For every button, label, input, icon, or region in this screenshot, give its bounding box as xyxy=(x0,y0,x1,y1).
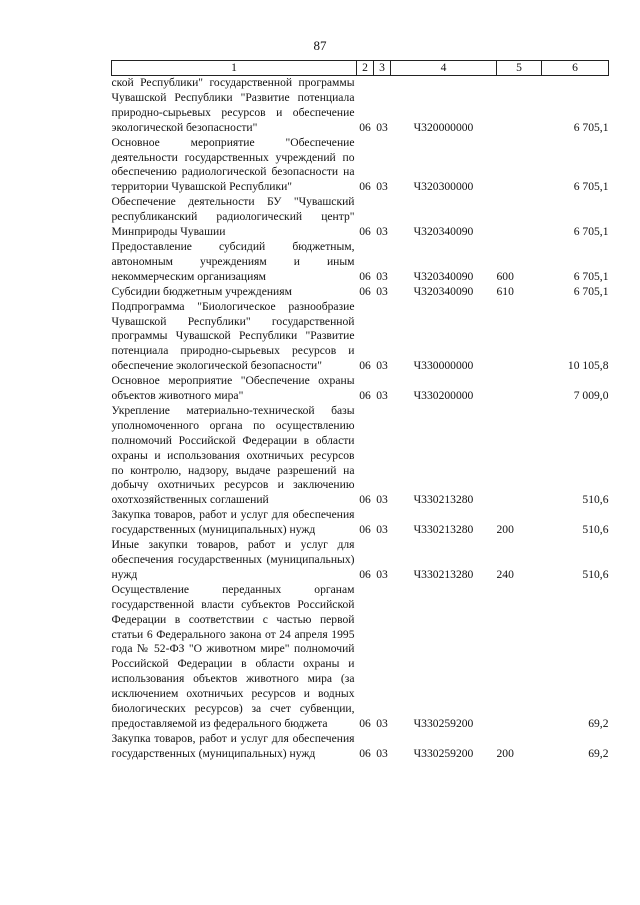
section-code-cell: 06 xyxy=(359,359,371,373)
column-header: 1 xyxy=(112,61,357,76)
amount-cell: 6 705,1 xyxy=(573,120,609,134)
row-name-cell: Основное мероприятие "Обеспечение охраны объектов животного мира" xyxy=(111,374,355,403)
target-article-cell: Ч320300000 xyxy=(413,180,474,194)
section-code-cell: 06 xyxy=(359,746,371,760)
target-article-cell: Ч320000000 xyxy=(413,120,474,134)
row-name-cell: Обеспечение деятельности БУ "Чувашский республиканский радиологический центр" Минприроды Чувашии xyxy=(111,195,355,239)
subsection-code-cell: 03 xyxy=(376,716,388,730)
subsection-code-cell: 03 xyxy=(376,284,388,298)
expense-type-cell: 200 xyxy=(496,523,514,537)
target-article-cell: Ч330259200 xyxy=(413,716,474,730)
amount-cell: 69,2 xyxy=(588,746,609,760)
amount-cell: 6 705,1 xyxy=(573,180,609,194)
amount-cell: 6 705,1 xyxy=(573,225,609,239)
expense-type-cell xyxy=(497,583,542,732)
table-body xyxy=(112,76,609,762)
column-header: 3 xyxy=(374,61,391,76)
subsection-code-cell: 03 xyxy=(376,567,388,581)
section-code-cell: 06 xyxy=(359,284,371,298)
table-row xyxy=(112,732,609,762)
amount-cell: 510,6 xyxy=(582,523,609,537)
expense-type-cell xyxy=(497,300,542,375)
amount-cell: 6 705,1 xyxy=(573,269,609,283)
table-row xyxy=(112,76,609,136)
section-code-cell: 06 xyxy=(359,269,371,283)
section-code-cell: 06 xyxy=(359,493,371,507)
target-article-cell: Ч320340090 xyxy=(413,269,474,283)
row-name-cell: Подпрограмма "Биологическое разнообразие Чувашской Республики" государственной программы Чувашской Республики "Развитие потенциала природно-сырьевых ресурсов и обеспечение экологической безопасности" xyxy=(111,299,355,373)
column-header: 4 xyxy=(391,61,497,76)
section-code-cell: 06 xyxy=(359,523,371,537)
expense-type-cell xyxy=(497,76,542,136)
section-code-cell: 06 xyxy=(359,120,371,134)
row-name-cell: Закупка товаров, работ и услуг для обеспечения государственных (муниципальных) нужд xyxy=(111,508,355,537)
subsection-code-cell: 03 xyxy=(376,493,388,507)
target-article-cell: Ч330213280 xyxy=(413,523,474,537)
row-name-cell: Закупка товаров, работ и услуг для обеспечения государственных (муниципальных) нужд xyxy=(111,731,355,760)
row-name-cell: Иные закупки товаров, работ и услуг для обеспечения государственных (муниципальных) нужд xyxy=(111,538,355,581)
subsection-code-cell: 03 xyxy=(376,225,388,239)
subsection-code-cell: 03 xyxy=(376,389,388,403)
row-name-cell: ской Республики" государственной программы Чувашской Республики "Развитие потенциала природно-сырьевых ресурсов и обеспечение экологической безопасности" xyxy=(111,76,355,134)
budget-table xyxy=(111,60,609,762)
expense-type-cell xyxy=(497,404,542,508)
expense-type-cell xyxy=(497,136,542,196)
section-code-cell: 06 xyxy=(359,567,371,581)
expense-type-cell xyxy=(497,195,542,240)
row-name-cell: Субсидии бюджетным учреждениям xyxy=(111,284,292,298)
subsection-code-cell: 03 xyxy=(376,523,388,537)
section-code-cell: 06 xyxy=(359,225,371,239)
expense-type-cell: 200 xyxy=(496,746,514,760)
table-row xyxy=(112,508,609,538)
table-row xyxy=(112,538,609,583)
table-row xyxy=(112,285,609,300)
amount-cell: 6 705,1 xyxy=(573,284,609,298)
table-row xyxy=(112,404,609,508)
target-article-cell: Ч320340090 xyxy=(413,284,474,298)
target-article-cell: Ч330200000 xyxy=(413,389,474,403)
target-article-cell: Ч330000000 xyxy=(413,359,474,373)
section-code-cell: 06 xyxy=(359,716,371,730)
table-row xyxy=(112,583,609,732)
row-name-cell: Осуществление переданных органам государственной власти субъектов Российской Федерации в соответствии с частью первой статьи 6 Федерального закона от 24 апреля 1995 года № 52-ФЗ "О животном мире" полномочий Российской Федерации в области охраны и использования объектов животного мира (за исключением охотничьих ресурсов и водных биологических ресурсов) за счет субвенции, предоставляемой из федерального бюджета xyxy=(111,582,355,730)
section-code-cell: 06 xyxy=(359,389,371,403)
target-article-cell: Ч320340090 xyxy=(413,225,474,239)
row-name-cell: Основное мероприятие "Обеспечение деятельности государственных учреждений по обеспечению радиологической безопасности на территории Чувашской Республики" xyxy=(111,135,355,194)
expense-type-cell: 600 xyxy=(496,269,514,283)
expense-type-cell: 240 xyxy=(496,567,514,581)
amount-cell: 510,6 xyxy=(582,493,609,507)
subsection-code-cell: 03 xyxy=(376,269,388,283)
column-header: 6 xyxy=(542,61,609,76)
section-code-cell: 06 xyxy=(359,180,371,194)
target-article-cell: Ч330213280 xyxy=(413,567,474,581)
expense-type-cell: 610 xyxy=(496,284,514,298)
page-number: 87 xyxy=(313,38,327,53)
subsection-code-cell: 03 xyxy=(376,120,388,134)
column-header: 2 xyxy=(357,61,374,76)
target-article-cell: Ч330213280 xyxy=(413,493,474,507)
amount-cell: 510,6 xyxy=(582,567,609,581)
expense-type-cell xyxy=(497,374,542,404)
amount-cell: 10 105,8 xyxy=(567,359,609,373)
table-row xyxy=(112,300,609,375)
table-row xyxy=(112,240,609,285)
table-row xyxy=(112,374,609,404)
amount-cell: 69,2 xyxy=(588,716,609,730)
subsection-code-cell: 03 xyxy=(376,359,388,373)
amount-cell: 7 009,0 xyxy=(573,389,609,403)
row-name-cell: Укрепление материально-технической базы уполномоченного органа по осуществлению полномочий Российской Федерации в области охраны и использования охотничьих ресурсов по контролю, надзору, выдаче разрешений на добычу охотничьих ресурсов и заключению охотхозяйственных соглашений xyxy=(111,403,355,507)
target-article-cell: Ч330259200 xyxy=(413,746,474,760)
table-row xyxy=(112,195,609,240)
table-header-row xyxy=(112,61,609,76)
subsection-code-cell: 03 xyxy=(376,746,388,760)
column-header: 5 xyxy=(497,61,542,76)
subsection-code-cell: 03 xyxy=(376,180,388,194)
row-name-cell: Предоставление субсидий бюджетным, автономным учреждениям и иным некоммерческим организациям xyxy=(111,239,355,283)
table-row xyxy=(112,136,609,196)
